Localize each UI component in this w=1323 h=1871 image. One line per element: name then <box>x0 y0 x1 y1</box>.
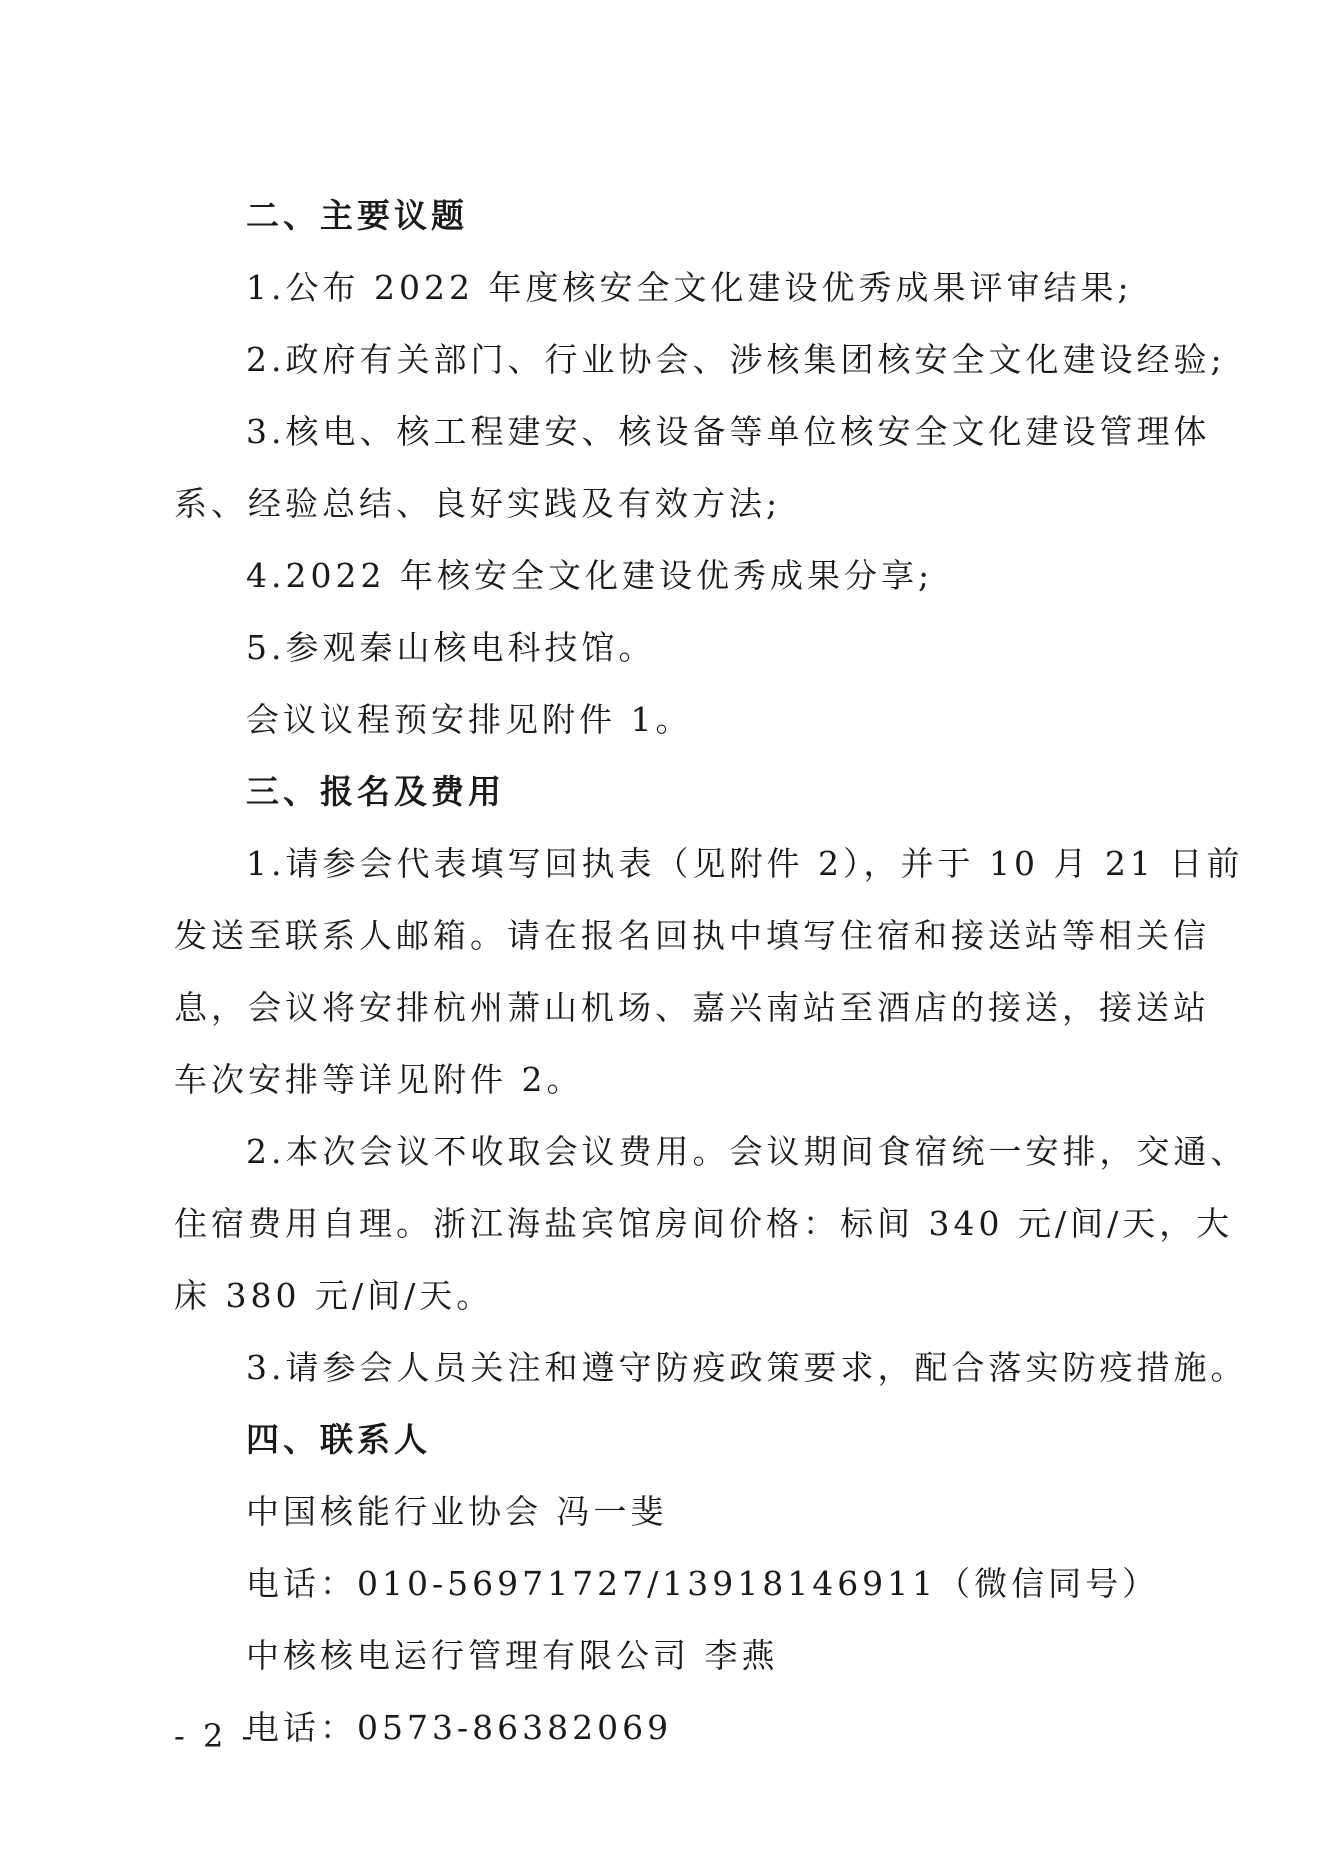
topic-item-1: 1.公布 2022 年度核安全文化建设优秀成果评审结果; <box>246 268 1133 307</box>
agenda-note: 会议议程预安排见附件 1。 <box>246 700 693 739</box>
topic-item-3-line-1: 3.核电、核工程建安、核设备等单位核安全文化建设管理体 <box>246 412 1211 451</box>
topic-item-3-line-2: 系、经验总结、良好实践及有效方法; <box>174 484 782 523</box>
document-body <box>174 180 1248 1764</box>
topic-item-4: 4.2022 年核安全文化建设优秀成果分享; <box>246 556 934 595</box>
contact-2-organization: 中核核电运行管理有限公司 李燕 <box>246 1636 779 1675</box>
registration-item-3: 3.请参会人员关注和遵守防疫政策要求，配合落实防疫措施。 <box>246 1348 1248 1387</box>
section-heading-contacts: 四、联系人 <box>246 1420 431 1459</box>
page-number: - 2 - <box>174 1717 257 1755</box>
registration-item-1-line-2: 发送至联系人邮箱。请在报名回执中填写住宿和接送站等相关信 <box>174 916 1210 955</box>
registration-item-1-line-3: 息，会议将安排杭州萧山机场、嘉兴南站至酒店的接送，接送站 <box>174 988 1210 1027</box>
topic-item-5: 5.参观秦山核电科技馆。 <box>246 628 656 667</box>
contact-2-phone: 电话：0573-86382069 <box>246 1708 673 1747</box>
section-heading-registration: 三、报名及费用 <box>246 772 505 811</box>
registration-item-1-line-1: 1.请参会代表填写回执表（见附件 2），并于 10 月 21 日前 <box>246 844 1244 883</box>
registration-item-2-line-1: 2.本次会议不收取会议费用。会议期间食宿统一安排，交通、 <box>246 1132 1248 1171</box>
registration-item-1-line-4: 车次安排等详见附件 2。 <box>174 1060 584 1099</box>
topic-item-2: 2.政府有关部门、行业协会、涉核集团核安全文化建设经验; <box>246 340 1226 379</box>
registration-item-2-line-2: 住宿费用自理。浙江海盐宾馆房间价格：标间 340 元/间/天，大 <box>174 1204 1234 1243</box>
section-heading-topics: 二、主要议题 <box>246 196 468 235</box>
contact-1-organization: 中国核能行业协会 冯一斐 <box>246 1492 668 1531</box>
contact-1-phone: 电话：010-56971727/13918146911（微信同号） <box>246 1564 1160 1603</box>
registration-item-2-line-3: 床 380 元/间/天。 <box>174 1276 494 1315</box>
